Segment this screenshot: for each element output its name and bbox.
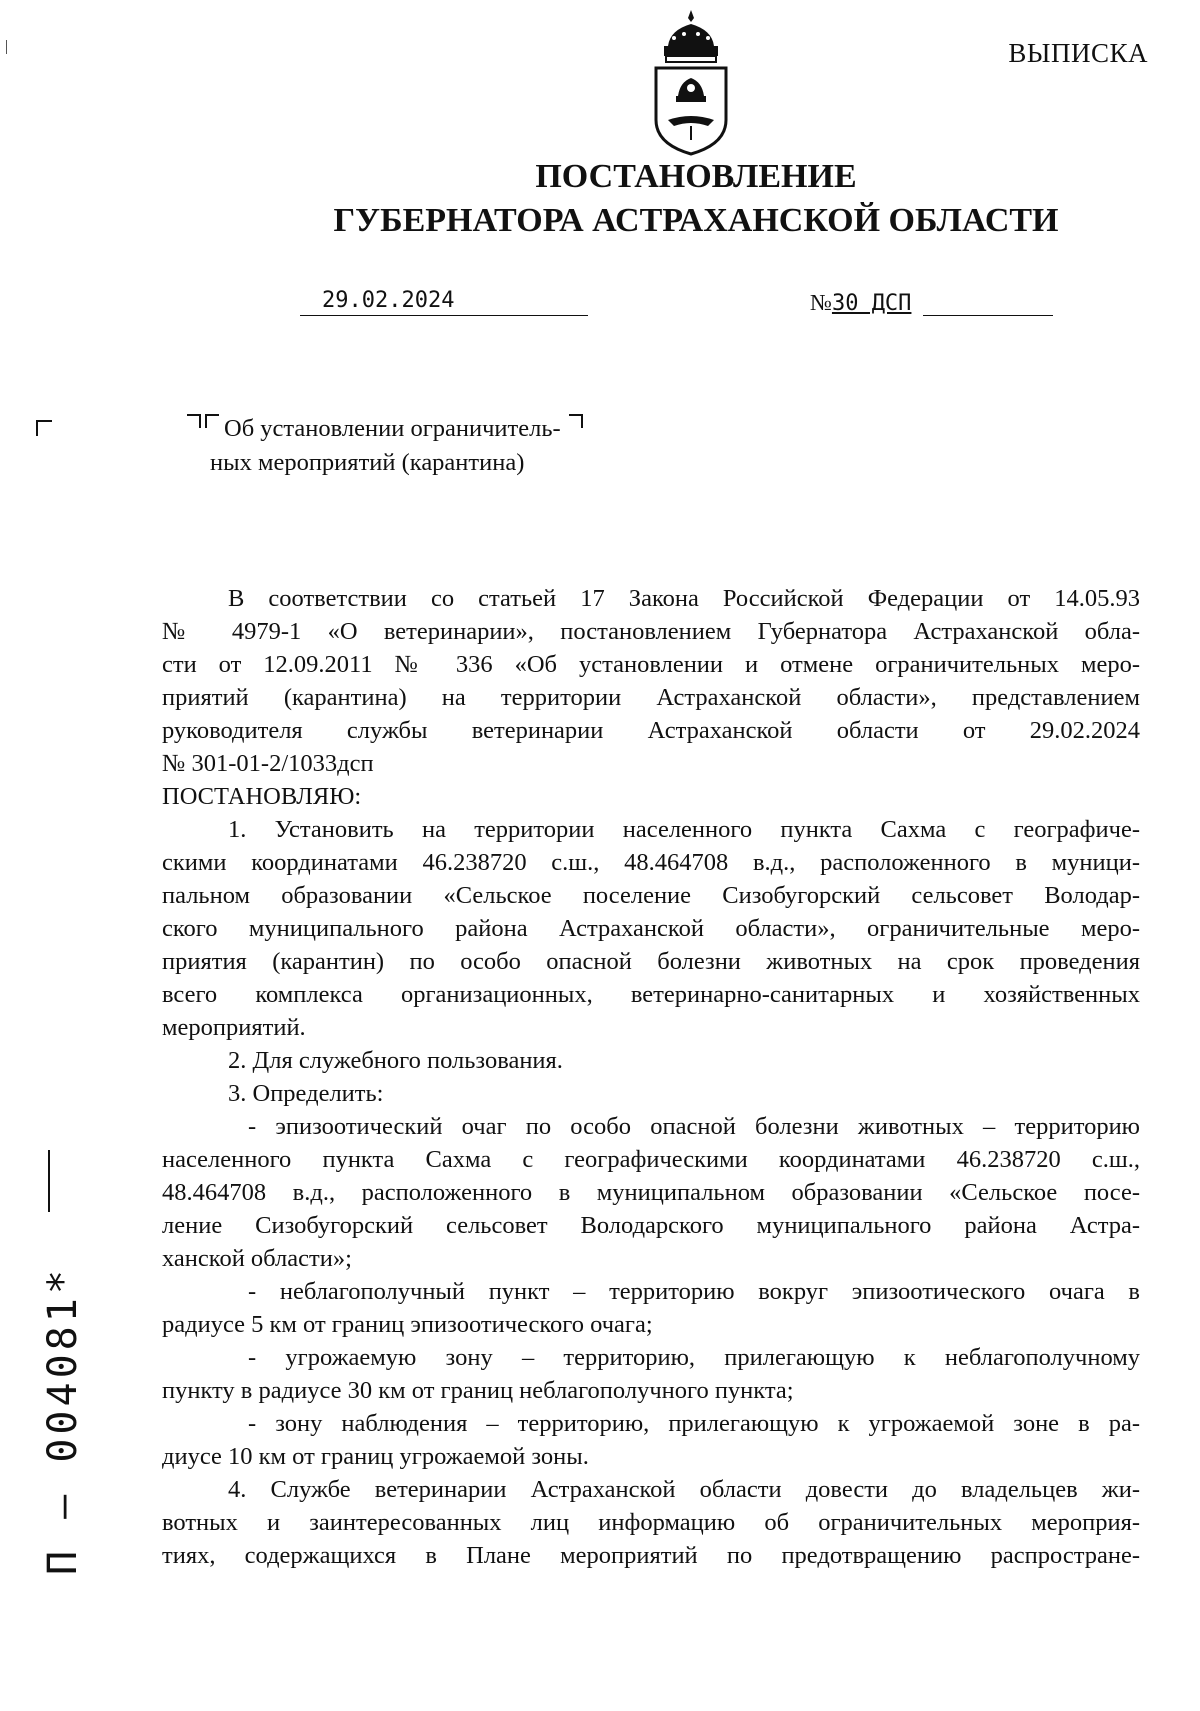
body-line: В соответствии со статьей 17 Закона Российской Федерации от 14.05.93 bbox=[228, 585, 1140, 612]
item-1-line: пальном образовании «Сельское поселение Сизобугорский сельсовет Володар- bbox=[162, 882, 1140, 909]
document-body bbox=[162, 582, 1140, 1572]
body-line: № 4979-1 «О ветеринарии», постановлением Губернатора Астраханской обла- bbox=[162, 618, 1140, 645]
subitem-1-line: 48.464708 в.д., расположенного в муниципальном образовании «Сельское посе- bbox=[162, 1179, 1140, 1206]
corner-mark bbox=[36, 420, 52, 436]
body-line: сти от 12.09.2011 № 336 «Об установлении и отмене ограничительных меро- bbox=[162, 651, 1140, 678]
item-3: 3. Определить: bbox=[228, 1080, 384, 1107]
subitem-1-line: ление Сизобугорский сельсовет Володарского муниципального района Астра- bbox=[162, 1212, 1140, 1239]
extract-stamp: ВЫПИСКА bbox=[1008, 38, 1148, 68]
item-2: 2. Для служебного пользования. bbox=[228, 1047, 563, 1074]
item-4-line: 4. Службе ветеринарии Астраханской области довести до владельцев жи- bbox=[228, 1476, 1140, 1503]
coat-of-arms-icon bbox=[648, 8, 734, 158]
decree-word: ПОСТАНОВЛЯЮ: bbox=[162, 783, 362, 810]
document-number bbox=[810, 290, 1072, 318]
document-subject bbox=[190, 412, 561, 480]
subject-line: ных мероприятий (карантина) bbox=[210, 449, 525, 476]
body-line: № 301-01-2/1033дсп bbox=[162, 750, 374, 777]
number-prefix: № bbox=[810, 290, 832, 315]
subitem-2-line: радиусе 5 км от границ эпизоотического очага; bbox=[162, 1311, 653, 1338]
subitem-3-line: - угрожаемую зону – территорию, прилегающую к неблагополучному bbox=[248, 1344, 1140, 1371]
subitem-2-line: - неблагополучный пункт – территорию вокруг эпизоотического очага в bbox=[248, 1278, 1140, 1305]
number-value: 30 ДСП bbox=[831, 291, 912, 316]
item-1-line: приятия (карантин) по особо опасной болезни животных на срок проведения bbox=[162, 948, 1140, 975]
body-line: приятий (карантина) на территории Астраханской области», представлением bbox=[162, 684, 1140, 711]
subitem-1-line: - эпизоотический очаг по особо опасной болезни животных – территорию bbox=[248, 1113, 1140, 1140]
subitem-1-line: ханской области»; bbox=[162, 1245, 352, 1272]
document-title: ПОСТАНОВЛЕНИЕ bbox=[535, 158, 857, 195]
item-1-line: 1. Установить на территории населенного пункта Сахма с географиче- bbox=[228, 816, 1140, 843]
item-1-line: ского муниципального района Астраханской области», ограничительные меро- bbox=[162, 915, 1140, 942]
subitem-1-line: населенного пункта Сахма с географическими координатами 46.238720 с.ш., bbox=[162, 1146, 1140, 1173]
body-line: руководителя службы ветеринарии Астраханской области от 29.02.2024 bbox=[162, 717, 1140, 744]
item-1-line: всего комплекса организационных, ветеринарно-санитарных и хозяйственных bbox=[162, 981, 1140, 1008]
subitem-4-line: - зону наблюдения – территорию, прилегающую к угрожаемой зоне в ра- bbox=[248, 1410, 1140, 1437]
subitem-3-line: пункту в радиусе 30 км от границ неблагополучного пункта; bbox=[162, 1377, 794, 1404]
document-issuer: ГУБЕРНАТОРА АСТРАХАНСКОЙ ОБЛАСТИ bbox=[333, 202, 1059, 239]
side-mark-line bbox=[48, 1150, 50, 1212]
item-4-line: тиях, содержащихся в Плане мероприятий по предотвращению распростране- bbox=[162, 1542, 1140, 1569]
subitem-4-line: диусе 10 км от границ угрожаемой зоны. bbox=[162, 1443, 589, 1470]
item-4-line: вотных и заинтересованных лиц информацию об ограничительных мероприя- bbox=[162, 1509, 1140, 1536]
subject-line: Об установлении ограничитель- bbox=[224, 415, 561, 442]
item-1-line: мероприятий. bbox=[162, 1014, 306, 1041]
registry-code: П – 004081* bbox=[40, 1266, 86, 1575]
document-date: 29.02.2024 bbox=[300, 288, 588, 316]
item-1-line: скими координатами 46.238720 с.ш., 48.464708 в.д., расположенного в муници- bbox=[162, 849, 1140, 876]
scan-artifact bbox=[6, 40, 7, 54]
